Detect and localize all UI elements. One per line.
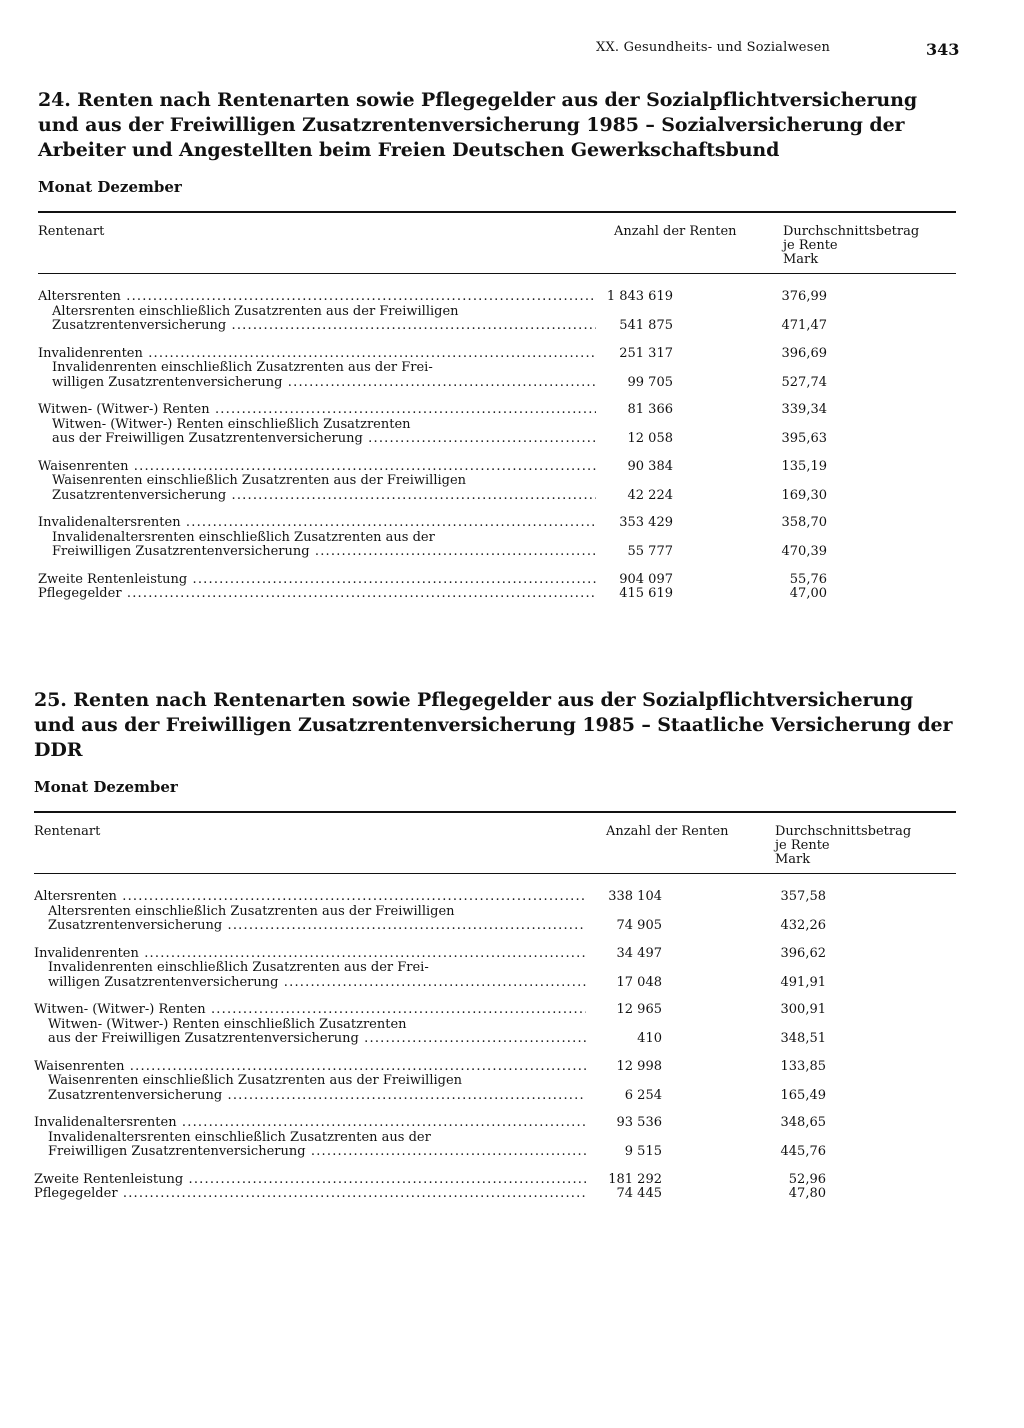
dot-leader-clip [34, 1032, 586, 1047]
cell-anzahl: 904 097 [619, 571, 673, 587]
column-header-rentenart: Rentenart [38, 224, 105, 239]
row-label: Zweite Rentenleistung ..... [34, 1173, 586, 1188]
column-header-anzahl: Anzahl der Renten [606, 824, 729, 839]
row-label-sub: aus der Freiwilligen Zusatzrentenversicherung ..... [48, 1032, 586, 1047]
cell-durchschnitt: 471,47 [781, 318, 827, 333]
dot-leader-clip [38, 587, 596, 602]
dot-leader-clip [34, 1116, 586, 1131]
row-group [38, 516, 956, 560]
dot-leader-clip [38, 376, 596, 391]
row-label-sub: aus der Freiwilligen Zusatzrentenversicherung ..... [52, 432, 596, 447]
table-row [34, 1089, 956, 1104]
table-row [38, 432, 956, 447]
cell-anzahl: 6 254 [624, 1087, 662, 1103]
table-row [34, 976, 956, 991]
table-row [34, 1074, 956, 1089]
dot-leader-clip [38, 319, 596, 334]
cell-durchschnitt: 376,99 [781, 289, 827, 304]
page-number: 343 [926, 40, 960, 59]
dot-leader-clip [34, 976, 586, 991]
table-header [34, 813, 956, 873]
row-label-sub: Freiwilligen Zusatzrentenversicherung ..... [52, 545, 596, 560]
cell-durchschnitt: 165,49 [780, 1087, 826, 1103]
dot-leader-clip [34, 1060, 586, 1075]
table-row [34, 890, 956, 905]
cell-durchschnitt: 396,69 [781, 345, 827, 361]
cell-anzahl: 17 048 [616, 974, 662, 990]
cell-anzahl: 541 875 [619, 318, 673, 333]
dot-leader-clip [38, 573, 596, 588]
row-group [38, 403, 956, 447]
table-row [38, 531, 956, 546]
cell-durchschnitt: 348,65 [780, 1115, 826, 1130]
cell-durchschnitt: 47,00 [789, 586, 827, 601]
cell-anzahl: 9 515 [624, 1144, 662, 1159]
table-row [34, 961, 956, 976]
running-head: XX. Gesundheits- und Sozialwesen [596, 40, 831, 55]
cell-anzahl: 353 429 [619, 515, 673, 530]
table-row [38, 305, 956, 320]
cell-anzahl: 99 705 [627, 374, 673, 390]
row-label-sub: Freiwilligen Zusatzrentenversicherung ..... [48, 1145, 586, 1160]
cell-durchschnitt: 300,91 [780, 1002, 826, 1017]
row-label-sub: Altersrenten einschließlich Zusatzrenten aus der Freiwilligen [48, 903, 455, 919]
section-subtitle: Monat Dezember [38, 178, 182, 196]
cell-durchschnitt: 470,39 [781, 544, 827, 559]
cell-durchschnitt: 55,76 [789, 571, 827, 587]
row-label-sub: Witwen- (Witwer-) Renten einschließlich Zusatzrenten [52, 416, 411, 432]
dot-leader-clip [34, 1145, 586, 1160]
table-row [34, 919, 956, 934]
row-group [38, 290, 956, 334]
row-label-sub: Witwen- (Witwer-) Renten einschließlich Zusatzrenten [48, 1016, 407, 1032]
column-header-durchschnitt: Durchschnittsbetrag je Rente Mark [775, 824, 912, 867]
cell-durchschnitt: 135,19 [781, 458, 827, 474]
dot-leader-clip [38, 460, 596, 475]
row-label: Witwen- (Witwer-) Renten ..... [34, 1003, 586, 1018]
table-header [38, 213, 956, 273]
row-label: Pflegegelder ..... [34, 1187, 586, 1202]
row-label: Waisenrenten ..... [38, 460, 596, 475]
cell-durchschnitt: 527,74 [781, 374, 827, 390]
row-group [34, 1003, 956, 1047]
table-row [34, 1018, 956, 1033]
row-label-sub: Waisenrenten einschließlich Zusatzrenten aus der Freiwilligen [48, 1073, 463, 1088]
dot-leader-clip [34, 1089, 586, 1104]
column-header-rentenart: Rentenart [34, 824, 101, 839]
section-title: 25. Renten nach Rentenarten sowie Pflegegelder aus der Sozialpflichtversicherung und aus der Freiwilligen Zusatzrentenversicherung 1985 – Staatliche Versicherung der DDR [34, 689, 953, 761]
cell-durchschnitt: 358,70 [781, 515, 827, 530]
cell-anzahl: 12 965 [616, 1002, 662, 1017]
table-row [38, 460, 956, 475]
cell-anzahl: 1 843 619 [606, 289, 673, 304]
cell-durchschnitt: 491,91 [780, 974, 826, 990]
row-label: Invalidenaltersrenten ..... [38, 516, 596, 531]
table-row [38, 418, 956, 433]
cell-anzahl: 181 292 [608, 1171, 662, 1187]
row-label: Waisenrenten ..... [34, 1060, 586, 1075]
cell-anzahl: 34 497 [616, 945, 662, 961]
row-label-sub: Invalidenrenten einschließlich Zusatzrenten aus der Frei- [48, 960, 429, 975]
cell-anzahl: 93 536 [616, 1115, 662, 1130]
row-label-sub: Zusatzrentenversicherung ..... [48, 919, 586, 934]
dot-leader-clip [34, 1173, 586, 1188]
dot-leader-clip [34, 947, 586, 962]
row-label-sub: Invalidenaltersrenten einschließlich Zusatzrenten aus der [48, 1129, 431, 1145]
row-label-sub: Zusatzrentenversicherung ..... [52, 319, 596, 334]
table-row [38, 403, 956, 418]
dot-leader-clip [34, 1187, 586, 1202]
table-row [34, 1187, 956, 1202]
row-group [34, 890, 956, 934]
table-row [38, 347, 956, 362]
table-body [38, 274, 956, 602]
table-row [34, 1032, 956, 1047]
cell-durchschnitt: 445,76 [780, 1144, 826, 1159]
row-group [34, 947, 956, 991]
dot-leader-clip [38, 290, 596, 305]
table-section-25 [34, 688, 956, 1202]
row-label: Pflegegelder ..... [38, 587, 596, 602]
cell-durchschnitt: 396,62 [780, 945, 826, 961]
cell-anzahl: 12 058 [627, 431, 673, 446]
cell-anzahl: 12 998 [616, 1058, 662, 1074]
dot-leader-clip [38, 347, 596, 362]
table-row [38, 545, 956, 560]
cell-anzahl: 410 [637, 1031, 662, 1046]
row-label: Invalidenrenten ..... [38, 347, 596, 362]
dot-leader-clip [38, 489, 596, 504]
row-label-sub: Zusatzrentenversicherung ..... [52, 489, 596, 504]
row-label-sub: Invalidenaltersrenten einschließlich Zusatzrenten aus der [52, 529, 435, 545]
table-row [38, 573, 956, 588]
dot-leader-clip [38, 403, 596, 418]
cell-durchschnitt: 348,51 [780, 1031, 826, 1046]
dot-leader-clip [34, 890, 586, 905]
dot-leader-clip [38, 516, 596, 531]
dot-leader-clip [34, 1003, 586, 1018]
cell-anzahl: 74 445 [616, 1186, 662, 1201]
row-group [38, 347, 956, 391]
table-row [38, 361, 956, 376]
row-group [38, 460, 956, 504]
row-group [34, 1060, 956, 1104]
table-body [34, 874, 956, 1202]
row-label: Zweite Rentenleistung ..... [38, 573, 596, 588]
table-row [34, 1131, 956, 1146]
section-subtitle: Monat Dezember [34, 778, 178, 796]
row-label-sub: Waisenrenten einschließlich Zusatzrenten aus der Freiwilligen [52, 473, 467, 488]
row-label-sub: Zusatzrentenversicherung ..... [48, 1089, 586, 1104]
cell-anzahl: 42 224 [627, 487, 673, 503]
row-group [34, 1116, 956, 1160]
row-label-sub: Altersrenten einschließlich Zusatzrenten aus der Freiwilligen [52, 303, 459, 319]
column-header-durchschnitt: Durchschnittsbetrag je Rente Mark [783, 224, 920, 267]
cell-anzahl: 415 619 [619, 586, 673, 601]
row-label: Altersrenten ..... [38, 290, 596, 305]
cell-durchschnitt: 357,58 [780, 889, 826, 904]
table-row [34, 905, 956, 920]
table-row [38, 290, 956, 305]
cell-anzahl: 74 905 [616, 918, 662, 933]
table-section-24 [38, 88, 956, 602]
cell-durchschnitt: 47,80 [788, 1186, 826, 1201]
dot-leader-clip [38, 545, 596, 560]
section-title: 24. Renten nach Rentenarten sowie Pflegegelder aus der Sozialpflichtversicherung und aus der Freiwilligen Zusatzrentenversicherung 1985 – Sozialversicherung der Arbeiter und Angestellten beim Freien Deutschen Gewerkschaftsbund [38, 89, 918, 161]
row-label-sub: willigen Zusatzrentenversicherung ..... [48, 976, 586, 991]
table-row [34, 1173, 956, 1188]
cell-anzahl: 90 384 [627, 458, 673, 474]
table-row [34, 1145, 956, 1160]
cell-durchschnitt: 169,30 [781, 487, 827, 503]
cell-durchschnitt: 52,96 [788, 1171, 826, 1187]
table-row [38, 516, 956, 531]
row-label: Witwen- (Witwer-) Renten ..... [38, 403, 596, 418]
cell-durchschnitt: 133,85 [780, 1058, 826, 1074]
row-label-sub: willigen Zusatzrentenversicherung ..... [52, 376, 596, 391]
dot-leader-clip [34, 919, 586, 934]
table-row [38, 319, 956, 334]
row-label-sub: Invalidenrenten einschließlich Zusatzrenten aus der Frei- [52, 360, 433, 375]
cell-anzahl: 81 366 [627, 402, 673, 417]
table-row [38, 376, 956, 391]
cell-anzahl: 55 777 [627, 544, 673, 559]
cell-durchschnitt: 395,63 [781, 431, 827, 446]
dot-leader-clip [38, 432, 596, 447]
column-header-anzahl: Anzahl der Renten [614, 224, 737, 239]
row-label: Invalidenaltersrenten ..... [34, 1116, 586, 1131]
row-label: Invalidenrenten ..... [34, 947, 586, 962]
cell-durchschnitt: 432,26 [780, 918, 826, 933]
table-row [34, 947, 956, 962]
table-row [38, 474, 956, 489]
row-label: Altersrenten ..... [34, 890, 586, 905]
table-row [34, 1060, 956, 1075]
cell-anzahl: 251 317 [619, 345, 673, 361]
table-row [34, 1116, 956, 1131]
table-row [38, 489, 956, 504]
cell-durchschnitt: 339,34 [781, 402, 827, 417]
cell-anzahl: 338 104 [608, 889, 662, 904]
table-row [34, 1003, 956, 1018]
table-row [38, 587, 956, 602]
